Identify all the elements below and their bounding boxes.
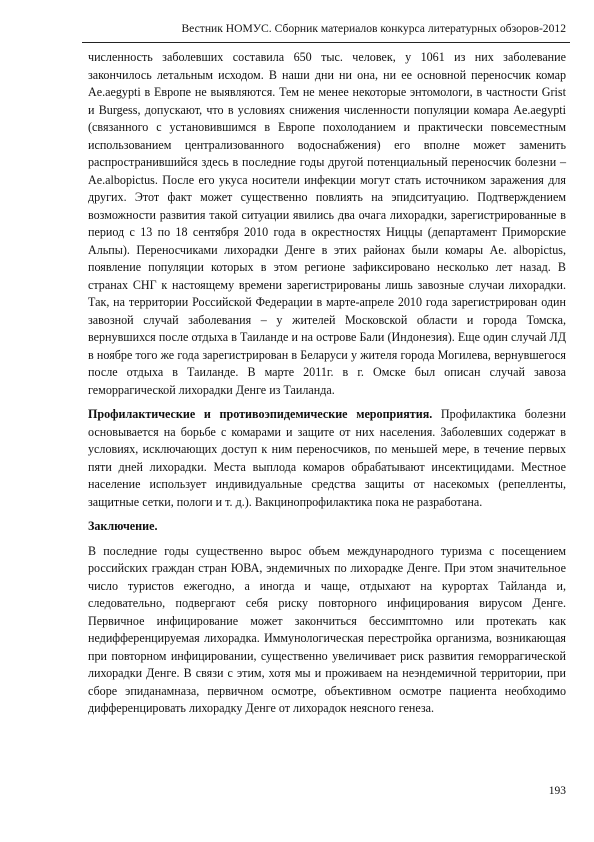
prevention-text: Профилактика болезни основывается на борьбе с комарами и защите от них населения. Заболевших содержат в условиях, исключающих доступ к ним переносчиков, по меньшей мере, в течение первых пяти дней лихорадки. Места выплода комаров обрабатывают инсектицидами. Местное население использует индивидуальные средства защиты от насекомых (репелленты, защитные сетки, пологи и т. д.). Вакцинопрофилактика пока не разработана. bbox=[88, 407, 566, 509]
prevention-heading: Профилактические и противоэпидемические мероприятия. bbox=[88, 407, 433, 421]
running-header: Вестник НОМУС. Сборник материалов конкурса литературных обзоров-2012 bbox=[181, 22, 566, 35]
prevention-paragraph bbox=[88, 406, 566, 511]
conclusion-heading: Заключение. bbox=[88, 519, 158, 533]
conclusion-paragraph: В последние годы существенно вырос объем международного туризма с посещением российских граждан стран ЮВА, эндемичных по лихорадке Денге. При этом значительное число туристов ежегодно, а иногда и чаще, отдыхают на курортах Тайланда и, следовательно, подвергают себя риску повторного инфицирования вирусом Денге. Первичное инфицирование может закончиться бессимптомно или протекать как недифференцируемая лихорадка. Иммунологическая перестройка организма, возникающая при повторном инфицировании, существенно увеличивает риск развития геморрагической лихорадки Денге. В связи с этим, хотя мы и проживаем на неэндемичной территории, при сборе эпиданамназа, первичном осмотре, объективном осмотре пациента необходимо дифференцировать лихорадку Денге от лихорадок неясного генеза. bbox=[88, 543, 566, 715]
page-number: 193 bbox=[548, 785, 566, 797]
article-body bbox=[88, 49, 566, 718]
body-paragraph: численность заболевших составила 650 тыс. человек, у 1061 из них заболевание закончилось летальным исходом. В наши дни ни она, ни ее основной переносчик комар Ae.aegypti в Европе не выявляются. Тем не менее некоторые энтомологи, в частности Grist и Burgess, допускают, что в условиях снижения численности популяции комара Ae.aegypti (связанного с установившимся в Европе похолоданием и практически повсеместным использованием централизованного водоснабжения) его вполне может заменить распространившийся здесь в последние годы другой потенциальный переносчик болезни – Ae.albopictus. После его укуса носители инфекции могут стать источником заражения для других. Этот факт может существенно повлиять на эпидситуацию. Подтверждением возможности развития такой ситуации явились два очага лихорадки, зарегистрированные в период с 13 по 18 сентября 2010 года в окрестностях Ниццы (департамент Приморские Альпы). Переносчиками лихорадки Денге в этих районах были комары Ae. albopictus, появление популяции которых в этом регионе зафиксировано несколько лет назад. В странах СНГ к настоящему времени зарегистрированы лишь завозные случаи лихорадки. Так, на территории Российской Федерации в марте-апреле 2010 года зарегистрирован один завозной случай заболевания – у жителей Московской области и города Томска, вернувшихся после отдыха в Таиланде и на острове Бали (Индонезия). Еще один случай ЛД в ноябре того же года зарегистрирован в Беларуси у жителя города Могилева, вернувшегося после отдыха в Таиланде. В марте 2011г. в г. Омске был описан случай завоза геморрагической лихорадки Денге из Таиланда. bbox=[88, 50, 566, 397]
header-divider bbox=[82, 42, 570, 43]
